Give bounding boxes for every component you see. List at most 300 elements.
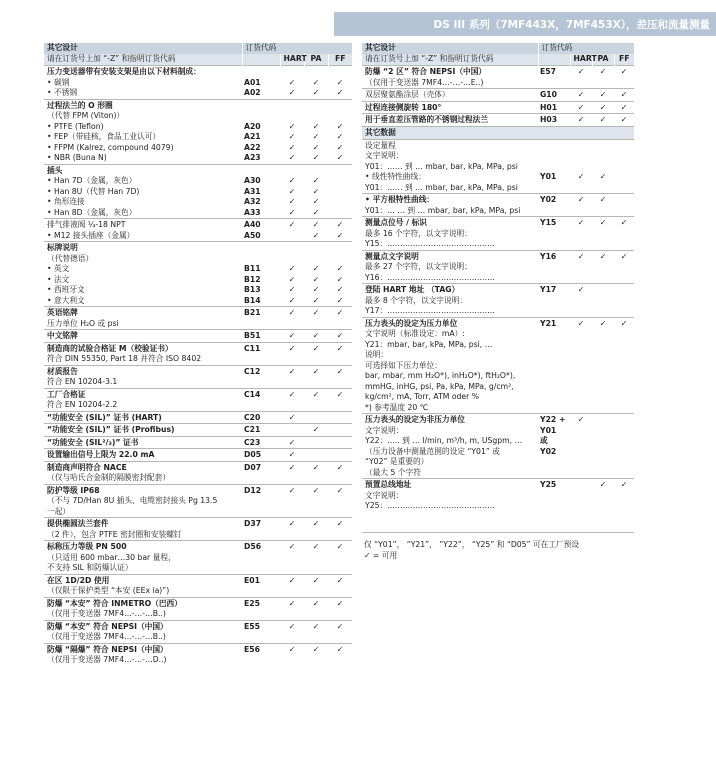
ff-availability xyxy=(328,330,352,343)
check-mark xyxy=(614,371,634,382)
order-code-value xyxy=(540,371,567,382)
option-description xyxy=(362,66,538,89)
order-code xyxy=(538,284,570,318)
check-mark: ✓ xyxy=(336,621,344,631)
check-mark xyxy=(304,354,328,365)
check-mark xyxy=(614,229,634,240)
option-text: “功能安全 (SIL²/₃)” 证书 xyxy=(47,437,139,447)
order-code-value xyxy=(540,403,567,414)
option-text: Y16：…………………………………… xyxy=(365,272,495,282)
check-mark xyxy=(614,206,634,217)
option-description xyxy=(362,217,538,251)
option-text: 符合 DIN 55350, Part 18 并符合 ISO 8402 xyxy=(47,354,202,363)
check-mark: ✓ xyxy=(577,251,585,261)
check-mark: ✓ xyxy=(312,389,320,399)
check-mark xyxy=(614,340,634,351)
divider xyxy=(362,532,634,533)
check-mark: ✓ xyxy=(312,274,320,284)
check-mark xyxy=(328,655,352,666)
option-row xyxy=(44,518,352,541)
order-code-value: E56 xyxy=(244,644,260,654)
pa-availability xyxy=(304,484,328,518)
option-row xyxy=(362,479,634,512)
check-mark xyxy=(304,450,328,461)
option-text: bar, mbar, mm H₂O*), inH₂O*), ftH₂O*), xyxy=(365,371,516,380)
option-description xyxy=(44,164,242,219)
option-description xyxy=(44,388,242,411)
option-text: （仅限于保护类型 “本安 (EEx ia)”) xyxy=(47,586,170,595)
check-mark xyxy=(614,403,634,414)
check-mark: ✓ xyxy=(312,264,320,273)
option-description xyxy=(44,461,242,484)
hart-availability xyxy=(280,518,304,541)
check-mark xyxy=(614,183,634,194)
order-code xyxy=(242,388,280,411)
pa-availability xyxy=(592,101,614,114)
check-mark: ✓ xyxy=(336,274,344,284)
option-text: （压力设备中测量范围的设定 “Y01” 或 xyxy=(365,446,500,456)
option-text: • 碳钢 xyxy=(47,77,70,87)
pa-availability xyxy=(592,89,614,102)
check-mark xyxy=(280,111,304,122)
order-code-value xyxy=(244,254,277,265)
hart-availability xyxy=(280,449,304,462)
order-code xyxy=(538,414,570,479)
option-description xyxy=(362,194,538,217)
option-text: （代替德语） xyxy=(47,253,94,263)
option-row xyxy=(362,101,634,114)
check-mark: ✓ xyxy=(312,295,320,305)
check-mark: ✓ xyxy=(336,308,344,317)
ff-availability xyxy=(614,139,634,194)
option-row xyxy=(44,461,352,484)
check-mark xyxy=(614,436,634,447)
check-mark xyxy=(614,382,634,393)
check-mark xyxy=(304,400,328,411)
check-mark xyxy=(570,426,592,437)
option-row xyxy=(362,217,634,251)
check-mark xyxy=(570,468,592,479)
check-mark xyxy=(592,382,614,393)
option-text: Y21：mbar, bar, kPa, MPa, psi, … xyxy=(365,339,493,349)
option-text: 用于垂直差压管路的不锈钢过程法兰 xyxy=(365,115,489,124)
check-mark xyxy=(304,438,328,449)
check-mark xyxy=(570,350,592,361)
check-mark: ✓ xyxy=(288,331,296,340)
order-code xyxy=(242,597,280,620)
check-mark xyxy=(614,361,634,372)
option-row xyxy=(44,388,352,411)
check-mark: ✓ xyxy=(288,197,296,206)
option-text: 材质报告 xyxy=(47,366,78,376)
order-code-value xyxy=(540,229,567,240)
footnote xyxy=(364,539,664,561)
pa-availability xyxy=(592,194,614,217)
check-mark xyxy=(570,239,592,250)
order-code-value xyxy=(244,563,277,574)
check-mark: ✓ xyxy=(312,121,320,131)
order-code-value: C21 xyxy=(244,425,261,434)
order-code-value: E55 xyxy=(244,621,260,631)
col-ff: FF xyxy=(328,54,352,66)
check-mark xyxy=(614,141,634,152)
check-mark: ✓ xyxy=(577,172,585,181)
check-mark xyxy=(304,473,328,484)
check-mark: ✓ xyxy=(336,389,344,399)
hart-availability xyxy=(280,307,304,330)
section-header-other-data xyxy=(362,126,634,139)
check-mark: ✓ xyxy=(336,132,344,141)
check-mark: ✓ xyxy=(620,318,628,328)
check-mark xyxy=(280,496,304,507)
order-code-value: A50 xyxy=(244,230,261,240)
check-mark xyxy=(304,67,328,78)
order-code-value: A31 xyxy=(244,186,261,196)
option-text: • FEP（带硅核，食品工业认可） xyxy=(47,132,161,141)
option-text: 登陆 HART 地址 （TAG） xyxy=(365,285,460,294)
order-code-value xyxy=(540,151,567,162)
check-mark xyxy=(592,206,614,217)
option-text: （不与 7D/Han 8U 插头、电缆密封接头 Pg 13.5 xyxy=(47,496,218,505)
check-mark xyxy=(570,392,592,403)
order-code-value xyxy=(244,101,277,112)
order-code-value: A21 xyxy=(244,132,261,141)
option-description xyxy=(44,541,242,575)
col-order-code: 订货代码 xyxy=(242,43,352,54)
pa-availability xyxy=(304,99,328,164)
option-text: 双层聚氨酯涂层（壳体） xyxy=(365,90,450,99)
option-row xyxy=(44,424,352,437)
ff-availability xyxy=(328,484,352,518)
check-mark xyxy=(592,141,614,152)
order-code-value xyxy=(540,392,567,403)
option-text: 文字说明： xyxy=(365,151,404,160)
check-mark xyxy=(328,197,352,208)
check-mark: ✓ xyxy=(620,115,628,124)
option-text: • 角形连接 xyxy=(47,197,85,206)
option-text: • 西班牙文 xyxy=(47,285,85,294)
option-text: Y01：… … 到 … mbar, bar, kPa, MPa, psi xyxy=(365,205,521,215)
check-mark xyxy=(304,111,328,122)
check-mark xyxy=(304,530,328,541)
check-mark: ✓ xyxy=(312,186,320,196)
check-mark xyxy=(304,496,328,507)
option-text: （只适用 600 mbar…30 bar 量程， xyxy=(47,552,176,562)
option-description xyxy=(362,284,538,318)
option-text: *) 参考温度 20 ℃ xyxy=(365,402,429,412)
ff-availability xyxy=(328,242,352,307)
footnote-line-2: ✓ = 可用 xyxy=(364,551,398,560)
order-code-value: A23 xyxy=(244,153,261,162)
check-mark xyxy=(570,273,592,284)
order-code-value xyxy=(244,354,277,365)
check-mark xyxy=(328,438,352,449)
option-row xyxy=(362,89,634,102)
pa-availability xyxy=(592,66,614,89)
check-mark: ✓ xyxy=(599,218,607,227)
check-mark: ✓ xyxy=(288,462,296,472)
check-mark: ✓ xyxy=(336,77,344,87)
ff-availability xyxy=(614,101,634,114)
check-mark xyxy=(592,491,614,502)
check-mark: ✓ xyxy=(288,450,296,459)
order-code-value: B21 xyxy=(244,308,261,317)
check-mark xyxy=(592,329,614,340)
option-text: • 线性特性曲线： xyxy=(365,172,426,181)
option-description xyxy=(44,219,242,242)
check-mark: ✓ xyxy=(288,542,296,551)
check-mark xyxy=(592,371,614,382)
option-text: 标牌说明 xyxy=(47,243,78,252)
check-mark xyxy=(570,371,592,382)
order-code xyxy=(538,89,570,102)
order-code xyxy=(242,342,280,365)
pa-availability xyxy=(304,330,328,343)
order-code-value: Y25 xyxy=(540,480,557,489)
option-description xyxy=(362,101,538,114)
option-text: 插头 xyxy=(47,165,63,175)
order-code-value: A22 xyxy=(244,142,261,152)
option-row xyxy=(362,139,634,194)
col-hint: 请在订货号上加 “-Z” 和指明订货代码 xyxy=(362,54,538,66)
table-subheader-row xyxy=(44,54,352,66)
check-mark xyxy=(328,609,352,620)
option-text: 在区 1D/2D 使用 xyxy=(47,575,110,585)
check-mark xyxy=(280,563,304,574)
check-mark xyxy=(614,262,634,273)
ff-availability xyxy=(328,411,352,424)
order-code-value: D12 xyxy=(244,485,262,495)
check-mark: ✓ xyxy=(312,462,320,472)
check-mark: ✓ xyxy=(336,88,344,97)
order-code-value: Y22 + xyxy=(540,415,566,424)
check-mark xyxy=(592,285,614,296)
order-code-value xyxy=(244,530,277,541)
check-mark xyxy=(592,501,614,512)
check-mark: ✓ xyxy=(312,142,320,152)
check-mark: ✓ xyxy=(312,485,320,495)
order-code xyxy=(538,194,570,217)
check-mark xyxy=(328,586,352,597)
ff-availability xyxy=(614,250,634,284)
option-text: mmHG, inHG, psi, Pa, kPa, MPa, g/cm², xyxy=(365,381,514,391)
hart-availability xyxy=(280,365,304,388)
order-code-value: B12 xyxy=(244,274,261,284)
order-code-value xyxy=(244,111,277,122)
option-description xyxy=(44,620,242,643)
order-code-value: C23 xyxy=(244,437,261,447)
check-mark xyxy=(328,400,352,411)
check-mark xyxy=(328,176,352,187)
check-mark xyxy=(328,254,352,265)
pa-availability xyxy=(592,414,614,479)
pa-availability xyxy=(304,424,328,437)
check-mark: ✓ xyxy=(620,218,628,227)
check-mark: ✓ xyxy=(599,195,607,204)
check-mark xyxy=(304,655,328,666)
check-mark: ✓ xyxy=(336,142,344,152)
option-row xyxy=(44,449,352,462)
ff-availability xyxy=(614,66,634,89)
check-mark xyxy=(614,172,634,183)
option-text: 防爆 “2 区” 符合 NEPSI（中国） xyxy=(365,67,487,76)
check-mark: ✓ xyxy=(288,285,296,294)
check-mark xyxy=(614,447,634,458)
check-mark xyxy=(614,392,634,403)
check-mark xyxy=(280,473,304,484)
option-text: Y25：…………………………………… xyxy=(365,501,495,510)
hart-availability xyxy=(570,89,592,102)
order-code-value: A40 xyxy=(244,220,261,229)
hart-availability xyxy=(570,217,592,251)
option-text: Y22：….. 到 … l/min, m³/h, m, USgpm, … xyxy=(365,436,523,445)
order-code-value: E57 xyxy=(540,67,556,76)
ff-availability xyxy=(614,479,634,512)
check-mark: ✓ xyxy=(288,264,296,273)
order-code xyxy=(242,574,280,597)
pa-availability xyxy=(304,620,328,643)
hart-availability xyxy=(280,342,304,365)
table-header-row xyxy=(362,43,634,54)
check-mark: ✓ xyxy=(312,230,320,240)
check-mark: ✓ xyxy=(620,90,628,99)
ff-availability xyxy=(328,620,352,643)
order-code-value: D05 xyxy=(244,450,262,459)
check-mark xyxy=(304,166,328,177)
check-mark xyxy=(614,468,634,479)
check-mark xyxy=(570,329,592,340)
check-mark xyxy=(328,354,352,365)
check-mark: ✓ xyxy=(336,264,344,273)
order-code xyxy=(242,330,280,343)
check-mark: ✓ xyxy=(599,67,607,76)
ff-availability xyxy=(328,307,352,330)
order-code xyxy=(242,424,280,437)
col-ff: FF xyxy=(614,54,634,66)
order-code-value: Y02 xyxy=(540,195,557,204)
check-mark: ✓ xyxy=(620,67,628,76)
ff-availability xyxy=(328,436,352,449)
check-mark: ✓ xyxy=(288,308,296,317)
option-text: （仅用于变送器 7MF4…-…-…B..) xyxy=(47,609,166,618)
check-mark: ✓ xyxy=(577,102,585,112)
check-mark: ✓ xyxy=(288,644,296,654)
option-text: • 法文 xyxy=(47,274,70,284)
check-mark xyxy=(304,243,328,254)
check-mark xyxy=(280,655,304,666)
check-mark xyxy=(328,187,352,198)
check-mark: ✓ xyxy=(312,366,320,376)
option-text: 防爆 “隔爆” 符合 NEPSI（中国） xyxy=(47,644,168,654)
check-mark xyxy=(614,151,634,162)
ff-availability xyxy=(328,66,352,100)
order-code xyxy=(242,643,280,666)
col-other-design: 其它设计 xyxy=(362,43,538,54)
option-text: • 英文 xyxy=(47,264,70,273)
pa-availability xyxy=(592,479,614,512)
ff-availability xyxy=(328,449,352,462)
check-mark xyxy=(592,457,614,468)
option-row xyxy=(362,284,634,318)
check-mark xyxy=(614,296,634,307)
option-text: 最多 27 个字符，以文字说明： xyxy=(365,262,472,271)
check-mark: ✓ xyxy=(288,220,296,229)
order-code-value: Y02 xyxy=(540,446,557,456)
order-code xyxy=(242,518,280,541)
check-mark xyxy=(328,473,352,484)
check-mark xyxy=(280,67,304,78)
pa-availability xyxy=(304,388,328,411)
pa-availability xyxy=(592,284,614,318)
option-text: “Y02” 是重要的） xyxy=(365,457,429,466)
check-mark: ✓ xyxy=(336,230,344,240)
check-mark xyxy=(304,254,328,265)
order-code-value: E25 xyxy=(244,598,260,608)
check-mark xyxy=(328,111,352,122)
option-description xyxy=(44,484,242,518)
col-hart: HART xyxy=(570,54,592,66)
option-description xyxy=(44,449,242,462)
option-description xyxy=(362,114,538,127)
check-mark xyxy=(592,403,614,414)
option-description xyxy=(44,411,242,424)
check-mark xyxy=(280,425,304,436)
check-mark: ✓ xyxy=(577,195,585,204)
order-code-value xyxy=(244,67,277,78)
option-text: 压力变送器带有安装支架是由以下材料制成： xyxy=(47,67,201,76)
check-mark: ✓ xyxy=(336,575,344,585)
check-mark: ✓ xyxy=(288,519,296,528)
check-mark: ✓ xyxy=(288,88,296,97)
option-text: 压力表头的设定为非压力单位 xyxy=(365,415,465,424)
pa-availability xyxy=(592,217,614,251)
option-row xyxy=(44,620,352,643)
check-mark xyxy=(614,285,634,296)
order-code-value: B51 xyxy=(244,331,261,340)
check-mark xyxy=(592,361,614,372)
option-text: • PTFE (Teflon) xyxy=(47,121,104,131)
check-mark: ✓ xyxy=(336,542,344,551)
check-mark xyxy=(570,501,592,512)
order-code-value: C14 xyxy=(244,389,261,399)
order-code-value xyxy=(540,350,567,361)
check-mark xyxy=(280,507,304,518)
check-mark: ✓ xyxy=(599,102,607,112)
check-mark: ✓ xyxy=(288,274,296,284)
check-mark: ✓ xyxy=(312,153,320,162)
col-order-code: 订货代码 xyxy=(538,43,634,54)
option-text: 最多 16 个字符，以文字说明： xyxy=(365,228,472,238)
hart-availability xyxy=(280,219,304,242)
check-mark xyxy=(592,229,614,240)
order-code-value: Y15 xyxy=(540,218,557,227)
hart-availability xyxy=(570,139,592,194)
check-mark: ✓ xyxy=(288,598,296,608)
check-mark: ✓ xyxy=(577,90,585,99)
order-code xyxy=(242,461,280,484)
option-text: 工厂合格证 xyxy=(47,389,86,399)
option-text: 英语铭牌 xyxy=(47,308,78,317)
check-mark xyxy=(304,377,328,388)
option-row xyxy=(44,643,352,666)
pa-availability xyxy=(304,597,328,620)
check-mark: ✓ xyxy=(288,575,296,585)
check-mark xyxy=(592,151,614,162)
ff-availability xyxy=(328,424,352,437)
check-mark: ✓ xyxy=(312,542,320,551)
check-mark: ✓ xyxy=(312,343,320,353)
check-mark xyxy=(592,262,614,273)
